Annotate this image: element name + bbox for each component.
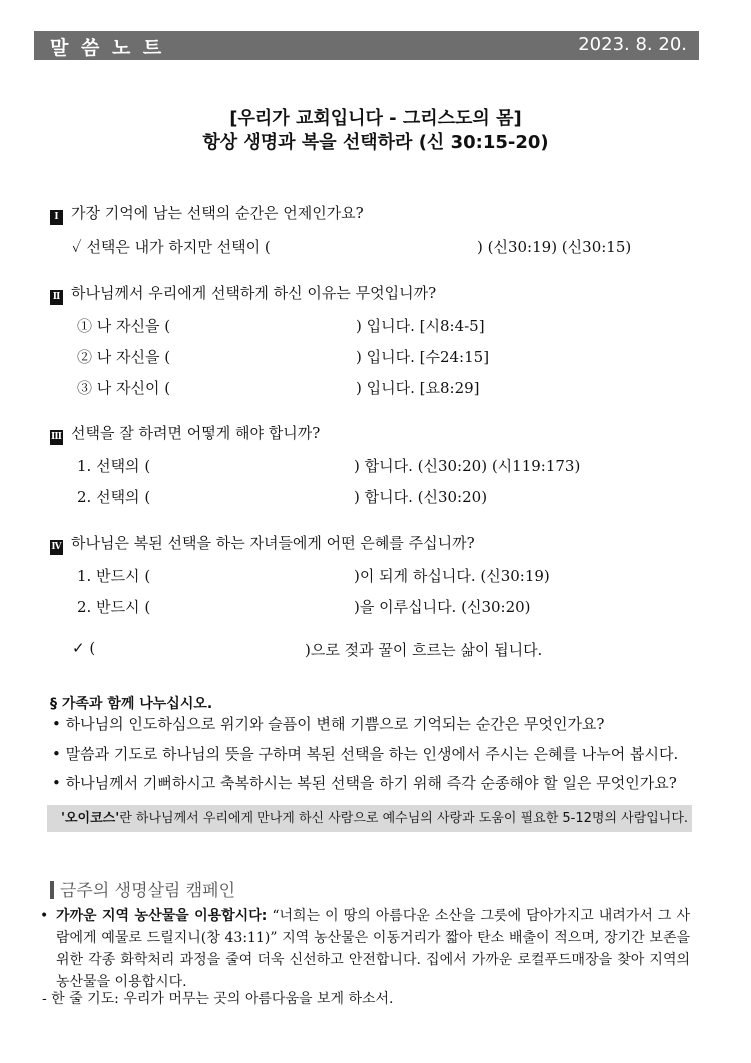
family-heading: § 가족과 함께 나누십시오. xyxy=(50,696,213,712)
answer-right: ) 합니다. (신30:20) (시119:173) xyxy=(354,457,581,475)
sermon-series-title: [우리가 교회입니다 - 그리스도의 몸] xyxy=(229,108,522,129)
answer-line xyxy=(72,236,632,257)
family-bullet: • 말씀과 기도로 하나님의 뜻을 구하며 복된 선택을 하는 인생에서 주시는 은혜를 나누어 봅시다. xyxy=(52,745,679,763)
answer-right: )으로 젖과 꿀이 흐르는 삶이 됩니다. xyxy=(305,641,543,659)
heading-bar xyxy=(50,881,54,899)
answer-right: ) 입니다. [요8:29] xyxy=(356,379,480,397)
answer-line xyxy=(77,565,637,586)
answer-line xyxy=(77,486,637,507)
answer-line xyxy=(77,596,637,617)
question-text: 하나님께서 우리에게 선택하게 하신 이유는 무엇입니까? xyxy=(71,284,437,302)
campaign-prayer: - 한 줄 기도: 우리가 머무는 곳의 아름다움을 보게 하소서. xyxy=(42,991,394,1007)
numeral-badge: Ⅰ xyxy=(50,210,63,225)
family-bullet: • 하나님께서 기뻐하시고 축복하시는 복된 선택을 하기 위해 즉각 순종해야 할 일은 무엇인가요? xyxy=(52,774,677,792)
answer-right: )이 되게 하십니다. (신30:19) xyxy=(354,567,550,585)
header-title: 말 씀 노 트 xyxy=(50,37,165,59)
oikos-term: '오이코스' xyxy=(61,811,120,826)
answer-left: ② 나 자신을 ( xyxy=(77,348,171,366)
page-header xyxy=(34,31,699,60)
question-text: 하나님은 복된 선택을 하는 자녀들에게 어떤 은혜를 주십니까? xyxy=(71,534,475,552)
question-2 xyxy=(50,282,436,305)
header-date: 2023. 8. 20. xyxy=(578,34,687,55)
question-1 xyxy=(50,202,364,225)
oikos-definition xyxy=(47,805,692,832)
answer-left: ✓ 선택은 내가 하지만 선택이 ( xyxy=(72,238,271,256)
answer-left: 1. 반드시 ( xyxy=(77,567,151,585)
campaign-heading-text: 금주의 생명살림 캠페인 xyxy=(60,881,236,901)
answer-right: )을 이루십니다. (신30:20) xyxy=(354,598,531,616)
answer-line xyxy=(77,346,597,367)
answer-right: ) 합니다. (신30:20) xyxy=(354,488,488,506)
oikos-text: 란 하나님께서 우리에게 만나게 하신 사람으로 예수님의 사랑과 도움이 필요한 5-12명의 사람입니다. xyxy=(119,811,689,826)
campaign-body xyxy=(42,905,690,993)
campaign-text: “너희는 이 땅의 아름다운 소산을 그릇에 담아가지고 내려가서 그 사람에게 예물로 드릴지니(창 43:11)” 지역 농산물은 이동거리가 짧아 탄소 배출이 적으며, 장기간 보존을 위한 각종 화학처리 과정을 줄여 더욱 신선하고 안전합니다. 집에서 가까운 로컬푸드매장을 찾아 지역의 농산물을 이용합시다. xyxy=(56,908,690,990)
answer-left: ① 나 자신을 ( xyxy=(77,317,171,335)
answer-left: 2. 선택의 ( xyxy=(77,488,151,506)
campaign-heading xyxy=(50,876,235,901)
campaign-paragraph xyxy=(42,905,690,993)
question-text: 선택을 잘 하려면 어떻게 해야 합니까? xyxy=(71,424,321,442)
numeral-badge: Ⅳ xyxy=(50,540,63,555)
numeral-badge: Ⅲ xyxy=(50,430,63,445)
answer-line xyxy=(77,315,597,336)
campaign-highlight: 가까운 지역 농산물을 이용합시다: xyxy=(56,908,268,924)
question-3 xyxy=(50,422,320,445)
answer-line xyxy=(77,455,637,476)
answer-line-extra xyxy=(72,639,632,657)
sermon-title: 항상 생명과 복을 선택하라 (신 30:15-20) xyxy=(202,132,549,153)
question-text: 가장 기억에 남는 선택의 순간은 언제인가요? xyxy=(71,204,364,222)
answer-left: ✓ ( xyxy=(72,639,96,657)
answer-line xyxy=(77,377,597,398)
answer-right: ) 입니다. [수24:15] xyxy=(356,348,490,366)
answer-left: 2. 반드시 ( xyxy=(77,598,151,616)
answer-right: ) (신30:19) (신30:15) xyxy=(477,238,632,256)
answer-left: 1. 선택의 ( xyxy=(77,457,151,475)
numeral-badge: Ⅱ xyxy=(50,290,63,305)
question-4 xyxy=(50,532,475,555)
family-bullet: • 하나님의 인도하심으로 위기와 슬픔이 변해 기쁨으로 기억되는 순간은 무엇인가요? xyxy=(52,715,605,733)
campaign-bullet: • xyxy=(40,908,49,924)
answer-right: ) 입니다. [시8:4-5] xyxy=(356,317,485,335)
answer-left: ③ 나 자신이 ( xyxy=(77,379,171,397)
